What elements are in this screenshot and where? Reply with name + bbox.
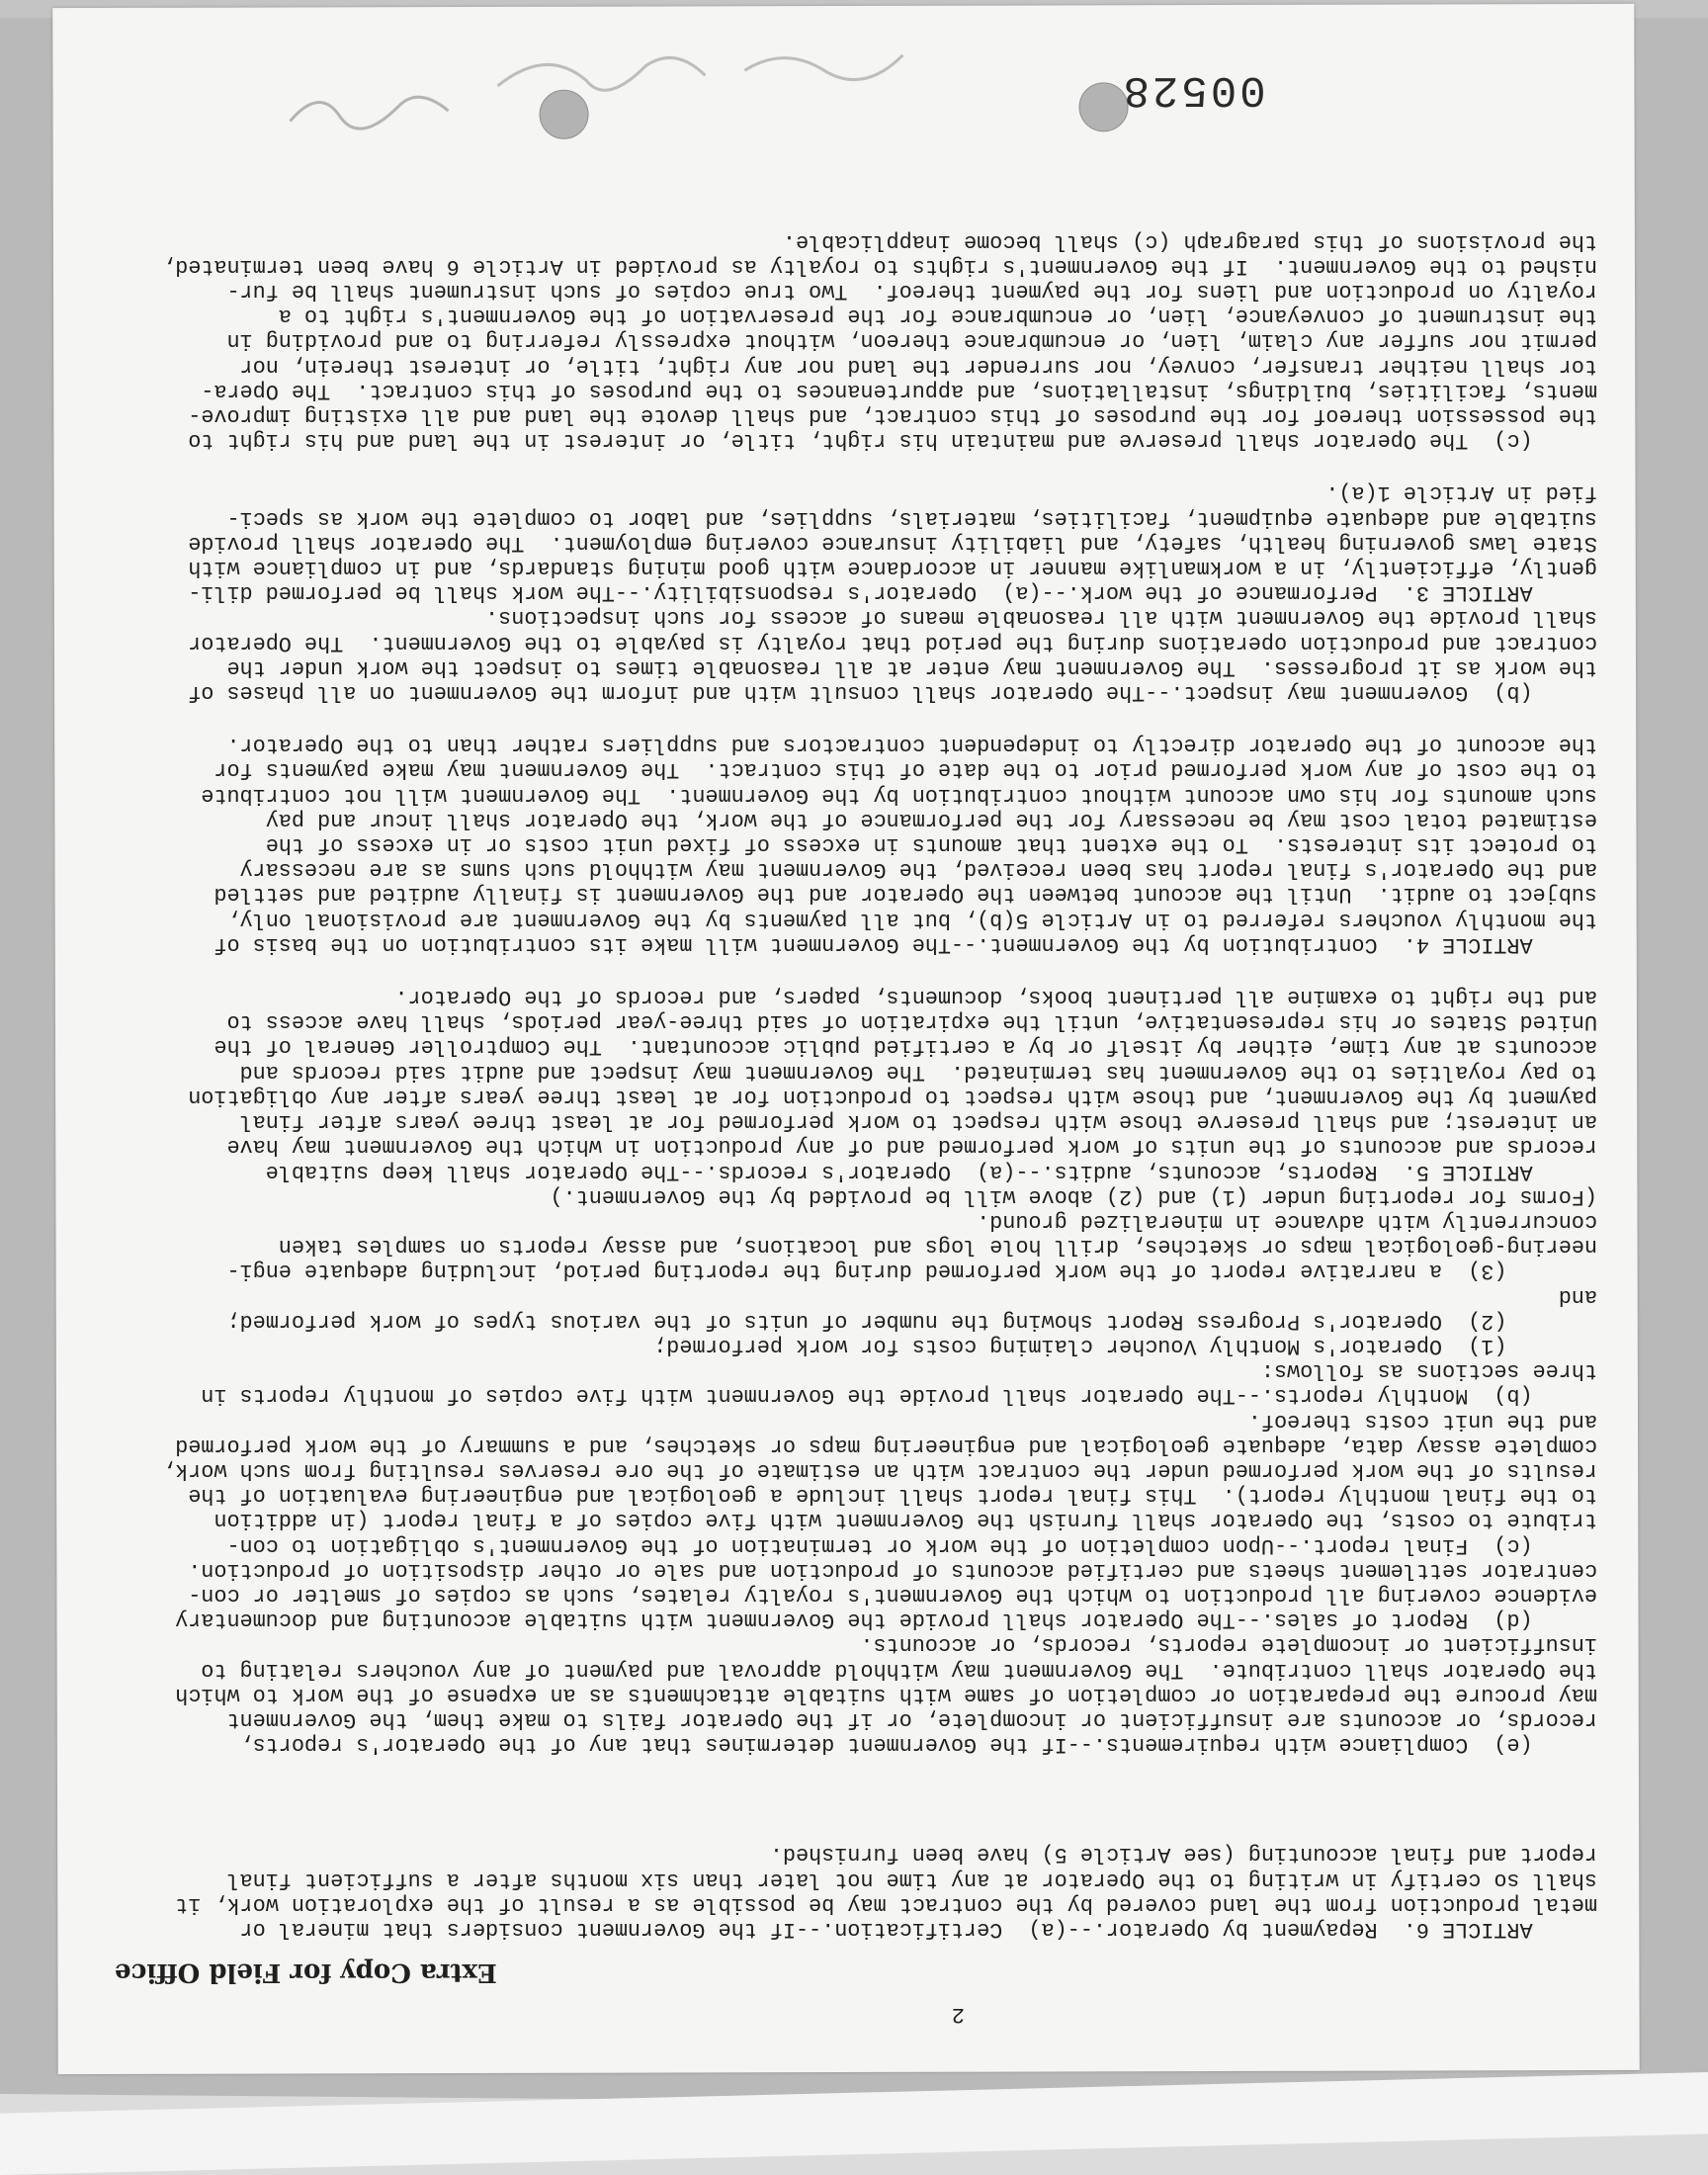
article-5-a-text: ARTICLE 5. Reports, accounts, audits.--(a) Operator's records.--The Operator shall keep suitable records and accounts of the units of work performed and of any production in which the Government may have an interest; and shall preserve those with respect to work performed for at least three years after final payment by the Government, and those with respect to production for at least three years after any obligation to pay royalties to the Government has terminated. The Government may inspect and audit said records and accounts at any time, either by itself or by a certified public accountant. The Comptroller General of the United States or his representative, until the expiration of said three-year periods, shall have access to and the right to examine all pertinent books, documents, papers, and records of the Operator. <box>188 985 1597 1184</box>
text-column <box>115 228 1597 2027</box>
article-3-a-text: ARTICLE 3. Performance of the work.--(a) Operator's responsibility.--The work shall be performed dili- gently, efficiently, in a workmanlike manner in accordance with good mining standards, and in compliance with State laws governing health, safety, and liability insurance covering employment. The Operator shall provide suitable and adequate equipment, facilities, materials, supplies, and labor to complete the work as speci- fied in Article 1(a). <box>188 480 1597 606</box>
spacer-3 <box>115 705 1597 733</box>
article-6-a-text: ARTICLE 6. Repayment by Operator.--(a) Certification.--If the Government considers that mineral or metal production from the land covered by the contract may be possible as a result of the exploration work, it shall so certify in writing to the Operator at any time not later than six months after a sufficient final <box>175 1867 1597 1942</box>
article-6-a-tail-text: report and final accounting (see Article 5) have been furnished. <box>769 1842 1597 1868</box>
article-5-e-text: (e) Compliance with requirements.--If the Government determines that any of the Operator's reports, records, or accounts are insufficient or incomplete, or if the Operator fails to make them, the Government may procure the preparation or completion of same with suitable attachments as an expense of the work to which the Operator shall contribute. The Government may withhold approval and payment of any vouchers relating to insufficient or incomplete reports, records, or accounts. <box>175 1632 1597 1758</box>
inverted-page-text <box>115 148 1597 2027</box>
article-5-c-text: (c) Final report.--Upon completion of the work or termination of the Government's obligation to con- tribute to costs, the Operator shall furnish the Government with five copies of a final report (in addition to the final monthly report). This final report shall include a geological and engineering evaluation of the results of the work performed under the contract with an estimate of the ore reserves resulting from such work, complete assay data, adequate geological and engineering maps or sketches, and a summary of the work performed and the unit costs thereof. <box>162 1408 1597 1558</box>
article-3-b-text: (b) Government may inspect.--The Operator shall consult with and inform the Government on all phases of the work as it progresses. The Government may enter at all reasonable times to inspect the work under the contract and production operations during the period that royalty is payable to the Government. The Operator shall provide the Government with all reasonable means of access for such inspections. <box>188 605 1597 706</box>
document-number: 00528 <box>1120 63 1266 115</box>
spacer-1 <box>115 1757 1597 1842</box>
inverted-header <box>115 1942 1597 2027</box>
spacer-2 <box>115 957 1597 985</box>
article-5-d-text: (d) Report of sales.--The Operator shall provide the Government with suitable accounting and documentary evidence covering all production to which the Government's royalty relates, such as copies of smelter or con- centrator settlement sheets and certified accounts of production and sale or other disposition of production. <box>175 1557 1597 1633</box>
extra-copy-heading: Extra Copy for Field Office <box>115 1958 497 1987</box>
spacer-4 <box>115 453 1597 480</box>
pencil-annotation <box>250 26 962 146</box>
article-5-b-text: (b) Monthly reports.--The Operator shall provide the Government with five copies of monthly reports in three sections as follows: (1) Operator's Monthly Voucher claiming costs for work performed; (2) Operator's Progress Report showing the number of units of the various types of work performed; and (3) a narrative report of the work performed during the reporting period, including adequate engi- neering-geological maps or sketches, drill hole logs and locations, and assay reports on samples taken concurrently with advance in mineralized ground. (Forms for reporting under (1) and (2) above will be provided by the Government.) <box>201 1183 1597 1409</box>
article-4-text: ARTICLE 4. Contribution by the Government.--The Government will make its contribution on the basis of the monthly vouchers referred to in Article 5(b), but all payments by the Government are provisional only, subject to audit. Until the account between the Operator and the Government is finally audited and settled and the Operator's final report has been received, the Government may withhold such sums as are necessary to protect its interests. To the extent that amounts in excess of fixed unit costs or in excess of the estimated total cost may be necessary for the performance of the work, the Operator shall incur and pay such amounts for his own account without contribution by the Government. The Government will not contribute to the cost of any work performed prior to the date of this contract. The Government may make payments for the account of the Operator directly to independent contractors and suppliers rather than to the Operator. <box>201 733 1597 957</box>
page-number-label: 2 <box>951 2002 965 2027</box>
article-2-c-text: (c) The Operator shall preserve and maintain his right, title, or interest in the land and his right to the possession thereof for the purposes of this contract, and shall devote the land and all existing improve- ments, facilities, buildings, installations, and appurtenances to the purposes of this contract. The Opera- tor shall neither transfer, convey, nor surrender the land nor any right, title, or interest therein, nor permit nor suffer any claim, lien, or encumbrance thereon, without expressly referring to and providing in the instrument of conveyance, lien, or encumbrance for the preservation of the Government's right to a royalty on production and liens for the payment thereof. Two true copies of such instrument shall be fur- nished to the Government. If the Government's rights to royalty as provided in Article 6 have been terminated, the provisions of this paragraph (c) shall become inapplicable. <box>162 228 1597 454</box>
